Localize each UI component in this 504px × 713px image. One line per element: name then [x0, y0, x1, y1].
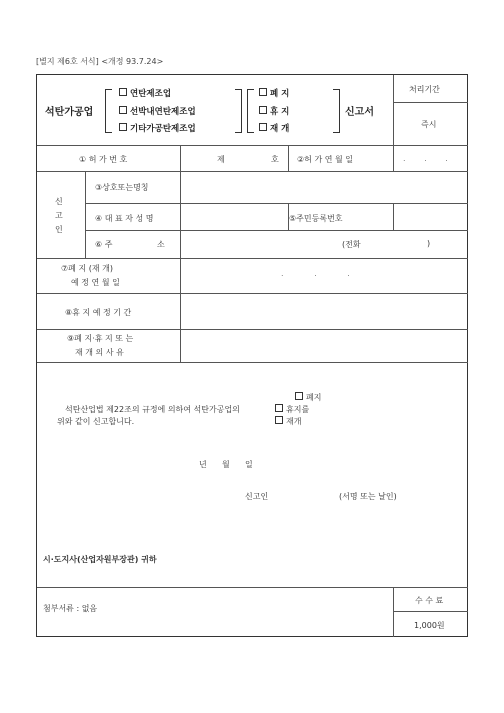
divider	[393, 102, 468, 103]
checkbox-icon[interactable]	[259, 106, 267, 114]
signer-label: 신고인	[245, 492, 269, 501]
divider	[37, 145, 468, 146]
action-label: 재 개	[270, 124, 290, 134]
checkbox-icon[interactable]	[275, 416, 283, 424]
right-bracket-open	[247, 89, 254, 133]
type-label: 기타가공탄제조업	[130, 124, 196, 134]
action-label: 휴 지	[270, 107, 290, 117]
reason-label-2: 재 개 의 사 유	[75, 348, 124, 357]
checkbox-icon[interactable]	[295, 392, 303, 400]
statement-option-close[interactable]	[295, 392, 321, 403]
option-label: 휴지를	[286, 405, 310, 414]
permit-number-suffix: 호	[271, 155, 279, 164]
checkbox-icon[interactable]	[119, 88, 127, 96]
divider	[393, 145, 394, 171]
address-label-suffix: 소	[157, 240, 165, 249]
divider	[180, 329, 181, 362]
signer-note: (서명 또는 날인)	[339, 492, 397, 501]
phone-label: (전화	[342, 240, 361, 249]
addressee: 시·도지사(산업자원부장관) 귀하	[43, 555, 157, 564]
divider	[85, 230, 468, 231]
processing-value: 즉시	[421, 120, 437, 129]
divider	[37, 171, 468, 172]
left-bracket-close	[235, 89, 242, 133]
divider	[85, 171, 86, 258]
type-label: 연탄제조업	[130, 89, 172, 99]
divider	[37, 258, 468, 259]
action-label: 폐 지	[270, 89, 290, 99]
divider	[180, 145, 181, 329]
permit-date-value[interactable]: . . .	[403, 154, 456, 163]
action-option-suspend[interactable]	[259, 105, 289, 117]
fee-value: 1,000원	[414, 621, 445, 630]
trade-name-label: ③상호또는명칭	[95, 183, 149, 192]
type-option-ship-briquette[interactable]	[119, 105, 196, 117]
left-bracket-open	[105, 89, 112, 133]
action-option-close[interactable]	[259, 87, 289, 99]
option-label: 폐지	[306, 393, 322, 402]
statement-text-line1: 석탄산업법 제22조의 규정에 의하여 석탄가공업의	[65, 405, 240, 414]
reason-label: ⑨폐 지·휴 지 또 는	[67, 334, 134, 343]
checkbox-icon[interactable]	[275, 404, 283, 412]
divider	[37, 293, 468, 294]
applicant-group-label	[55, 195, 65, 237]
type-option-other-fuel[interactable]	[119, 122, 196, 134]
attachments-note: 첨부서류 : 없음	[43, 604, 98, 613]
applicant-char: 신	[55, 197, 63, 206]
form-frame	[36, 74, 468, 637]
processing-label: 처리기간	[409, 85, 440, 94]
permit-date-label: ②허 가 연 월 일	[297, 155, 353, 164]
divider	[37, 362, 468, 363]
divider	[393, 587, 394, 637]
statement-text-line2: 위와 같이 신고합니다.	[57, 417, 135, 426]
title-prefix: 석탄가공업	[45, 107, 94, 118]
phone-close: )	[427, 239, 431, 248]
right-bracket-close	[333, 89, 340, 133]
registration-number-label: ⑤주민등록번호	[289, 214, 343, 223]
applicant-char: 고	[55, 211, 63, 220]
option-label: 재개	[286, 417, 302, 426]
applicant-char: 인	[55, 225, 63, 234]
date-line[interactable]: 년 월 일	[199, 460, 253, 469]
title-suffix: 신고서	[345, 107, 374, 118]
representative-name-label: ④ 대 표 자 성 명	[95, 214, 154, 223]
divider	[393, 611, 468, 612]
action-option-resume[interactable]	[259, 122, 289, 134]
divider	[393, 203, 394, 230]
type-label: 선박내연탄제조업	[130, 107, 196, 117]
permit-number-prefix: 제	[217, 155, 225, 164]
divider	[288, 145, 289, 171]
fee-label: 수 수 료	[415, 596, 444, 605]
statement-option-resume[interactable]	[275, 416, 301, 427]
checkbox-icon[interactable]	[259, 88, 267, 96]
permit-number-label: ① 허 가 번 호	[79, 155, 128, 164]
divider	[85, 203, 468, 204]
divider	[393, 75, 394, 145]
address-label: ⑥ 주	[95, 240, 113, 249]
type-option-briquette[interactable]	[119, 87, 171, 99]
change-date-label: ⑦폐 지 (재 개)	[61, 264, 113, 273]
change-date-label-2: 예 정 연 월 일	[71, 278, 120, 287]
divider	[37, 329, 468, 330]
checkbox-icon[interactable]	[119, 123, 127, 131]
change-date-value[interactable]: . . .	[281, 269, 364, 278]
form-number-note: [별지 제6호 서식] <개정 93.7.24>	[36, 57, 164, 66]
checkbox-icon[interactable]	[259, 123, 267, 131]
checkbox-icon[interactable]	[119, 106, 127, 114]
statement-option-suspend[interactable]	[275, 404, 309, 415]
divider	[37, 587, 468, 588]
suspension-period-label: ⑧휴 지 예 정 기 간	[65, 308, 132, 317]
